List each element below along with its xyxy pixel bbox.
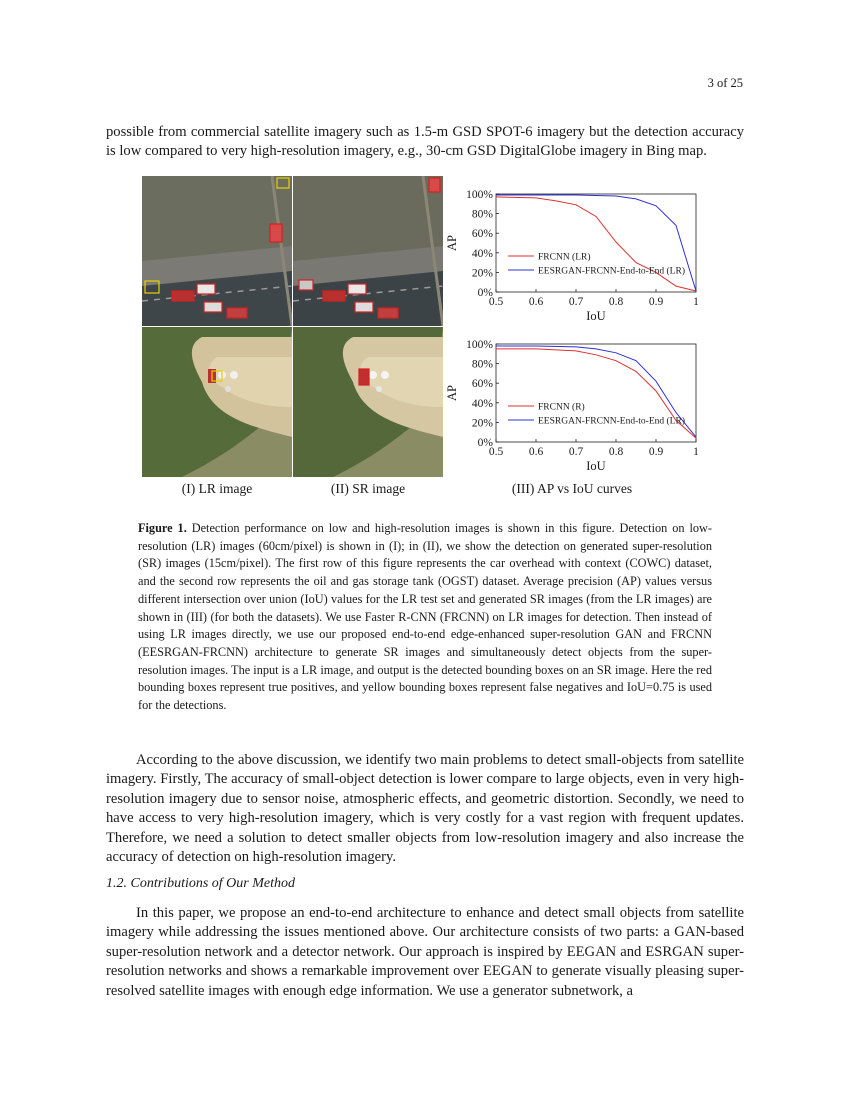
x-tick-label: 0.9	[648, 446, 664, 458]
y-axis-label: AP	[445, 385, 459, 401]
x-tick-label: 0.7	[568, 446, 584, 458]
y-tick-label: 60%	[471, 378, 493, 391]
image-lr-ogst	[142, 327, 292, 477]
y-tick-label: 100%	[466, 339, 493, 351]
x-tick-label: 1	[693, 296, 699, 308]
y-tick-label: 40%	[471, 247, 493, 260]
x-axis-label: IoU	[586, 309, 606, 323]
y-axis-label: AP	[445, 235, 459, 251]
paragraph-contributions: In this paper, we propose an end-to-end architecture to enhance and detect small objects from satellite imagery while addressing the issues mentioned above. Our architecture consists of two parts: a GAN-based super-resolution network and a detector network. Our approach is inspired by EEGAN and ESRGAN super-resolution networks and shows a remarkable improvement over EEGAN to generate visually pleasing super-resolved satellite images with enough edge information. We use a generator subnetwork, a	[106, 905, 744, 999]
figure-1	[142, 176, 702, 501]
y-tick-label: 60%	[471, 228, 493, 241]
figure-caption	[138, 520, 712, 715]
y-tick-label: 40%	[471, 397, 493, 410]
series-line-1	[496, 195, 696, 291]
y-tick-label: 0%	[477, 437, 493, 449]
chart-ogst-ap-iou	[442, 326, 702, 476]
x-axis-label: IoU	[586, 459, 606, 473]
panel-label-sr: (II) SR image	[330, 481, 406, 496]
x-tick-label: 0.5	[488, 296, 504, 308]
y-tick-label: 20%	[471, 267, 493, 280]
series-line-0	[496, 197, 696, 291]
caption-label: Figure 1.	[138, 521, 187, 535]
y-tick-label: 20%	[471, 417, 493, 430]
y-tick-label: 80%	[471, 208, 493, 221]
chart-cowc-ap-iou	[442, 176, 702, 326]
y-tick-label: 100%	[466, 189, 493, 201]
y-tick-label: 80%	[471, 358, 493, 371]
x-tick-label: 0.8	[608, 446, 624, 458]
panel-label-lr: (I) LR image	[181, 481, 253, 496]
x-tick-label: 0.6	[528, 296, 544, 308]
page-number: 3 of 25	[707, 76, 743, 90]
paragraph-problems: According to the above discussion, we identify two main problems to detect small-objects from satellite imagery. Firstly, The accuracy of small-object detection is lower compare to large objects, even in very high-resolution imagery due to sensor noise, atmospheric effects, and geometric distortion. Secondly, we need to have access to very high-resolution imagery, which is very costly for a vast region with frequent updates. Therefore, we need a solution to detect smaller objects from low-resolution imagery and also increase the accuracy of detection on high-resolution imagery.	[106, 752, 744, 866]
intro-paragraph: possible from commercial satellite imagery such as 1.5-m GSD SPOT-6 imagery but the detection accuracy is low compared to very high-resolution imagery, e.g., 30-cm GSD DigitalGlobe imagery in Bing map.	[106, 124, 744, 160]
section-heading: 1.2. Contributions of Our Method	[106, 876, 296, 891]
image-sr-ogst	[293, 327, 443, 477]
x-tick-label: 1	[693, 446, 699, 458]
x-tick-label: 0.7	[568, 296, 584, 308]
plot-frame	[496, 344, 696, 442]
legend-label-0: FRCNN (R)	[538, 402, 585, 413]
panel-label-curves: (III) AP vs IoU curves	[511, 481, 633, 496]
caption-text: Detection performance on low and high-resolution images is shown in this figure. Detection on low-resolution (LR) images (60cm/pixel) is shown in (I); in (II), we show the detection on generated super-resolution (SR) images (15cm/pixel). The first row of this figure represents the car overhead with context (COWC) dataset, and the second row represents the oil and gas storage tank (OGST) dataset. Average precision (AP) values versus different intersection over union (IoU) values for the LR test set and generated SR images (from the LR images) are shown in (III) (for both the datasets). We use Faster R-CNN (FRCNN) on LR images for detection. Then instead of using LR images directly, we use our proposed end-to-end edge-enhanced super-resolution GAN and FRCNN (EESRGAN-FRCNN) architecture to generate SR images and simultaneously detect objects from the super-resolution images. The input is a LR image, and output is the detected bounding boxes on an SR image. Here the red bounding boxes represent true positives, and yellow bounding boxes represent false negatives and IoU=0.75 is used for the detections.	[138, 521, 712, 713]
x-tick-label: 0.5	[488, 446, 504, 458]
image-lr-cowc	[142, 176, 292, 326]
legend-label-1: EESRGAN-FRCNN-End-to-End (LR)	[538, 416, 685, 427]
x-tick-label: 0.9	[648, 296, 664, 308]
image-sr-cowc	[293, 176, 443, 326]
plot-frame	[496, 194, 696, 292]
x-tick-label: 0.8	[608, 296, 624, 308]
legend-label-1: EESRGAN-FRCNN-End-to-End (LR)	[538, 266, 685, 277]
legend-label-0: FRCNN (LR)	[538, 252, 591, 263]
y-tick-label: 0%	[477, 287, 493, 299]
x-tick-label: 0.6	[528, 446, 544, 458]
